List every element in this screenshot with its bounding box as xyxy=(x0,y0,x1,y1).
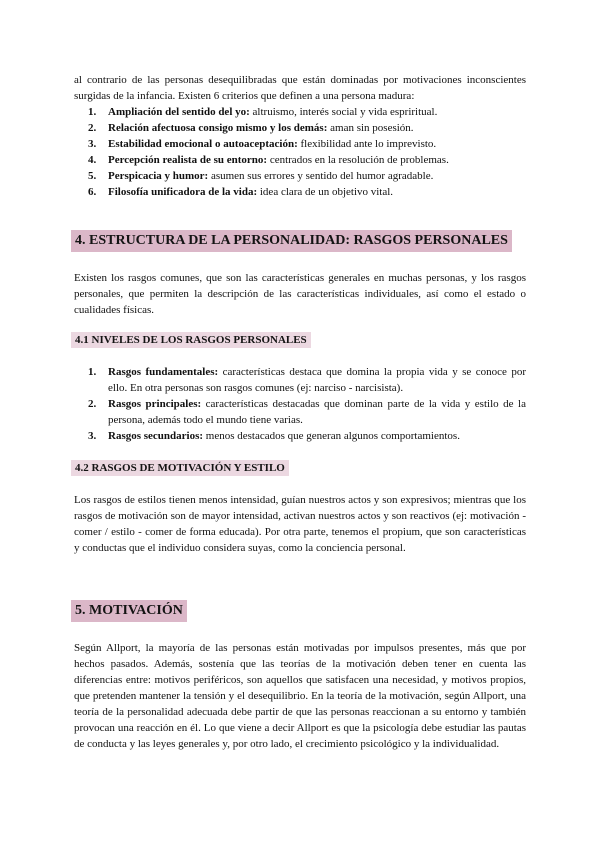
list-number: 4. xyxy=(88,154,97,166)
list-item xyxy=(74,120,526,136)
trait-levels-list xyxy=(74,364,526,444)
list-item xyxy=(74,184,526,200)
list-term: Ampliación del sentido del yo: xyxy=(108,106,250,118)
list-desc: características destaca que domina la propia vida y se conoce por ello. En otra personas son rasgos comunes (ej: narciso - narcisista). xyxy=(108,366,526,394)
section-4-1-heading: 4.1 NIVELES DE LOS RASGOS PERSONALES xyxy=(71,332,311,348)
intro-paragraph: al contrario de las personas desequilibradas que están dominadas por motivaciones inconscientes surgidas de la infancia. Existen 6 criterios que definen a una persona madura: xyxy=(74,74,526,102)
list-desc: centrados en la resolución de problemas. xyxy=(267,154,449,166)
list-term: Filosofía unificadora de la vida: xyxy=(108,186,258,198)
section-4-heading: 4. ESTRUCTURA DE LA PERSONALIDAD: RASGOS PERSONALES xyxy=(71,230,512,252)
list-number: 1. xyxy=(88,366,97,378)
list-term: Rasgos fundamentales: xyxy=(108,366,219,378)
section-4-2-heading: 4.2 RASGOS DE MOTIVACIÓN Y ESTILO xyxy=(71,460,289,476)
list-term: Relación afectuosa consigo mismo y los demás: xyxy=(108,122,328,134)
list-desc: flexibilidad ante lo imprevisto. xyxy=(297,138,437,150)
section-5-heading: 5. MOTIVACIÓN xyxy=(71,600,187,622)
section-4-paragraph: Existen los rasgos comunes, que son las características generales en muchas personas, y los rasgos personales, que permiten la descripción de las características individuales, así como el estado o cualidades físicas. xyxy=(74,272,526,316)
list-item xyxy=(74,364,526,396)
list-desc: características destacadas que dominan parte de la vida y estilo de la persona, además todo el mundo tiene varias. xyxy=(108,398,526,426)
list-desc: asumen sus errores y sentido del humor agradable. xyxy=(208,170,434,182)
list-item xyxy=(74,396,526,428)
list-item xyxy=(74,136,526,152)
list-number: 1. xyxy=(88,106,97,118)
list-term: Percepción realista de su entorno: xyxy=(108,154,268,166)
list-number: 5. xyxy=(88,170,97,182)
section-4-2-paragraph: Los rasgos de estilos tienen menos intensidad, guían nuestros actos y son expresivos; mientras que los rasgos de motivación son de mayor intensidad, activan nuestros actos y son reactivos (ej: motivación - comer / estilo - comer de forma educada). Por otra parte, tenemos el propium, que son características y conductas que el individuo considera suyas, como la conciencia personal. xyxy=(74,494,526,554)
list-desc: idea clara de un objetivo vital. xyxy=(257,186,394,198)
list-number: 2. xyxy=(88,122,97,134)
list-desc: altruismo, interés social y vida espriritual. xyxy=(249,106,438,118)
list-desc: aman sin posesión. xyxy=(327,122,414,134)
list-desc: menos destacados que generan algunos comportamientos. xyxy=(203,430,460,442)
section-5-paragraph: Según Allport, la mayoría de las personas están motivadas por impulsos presentes, más que por hechos pasados. Además, sostenía que las teorías de la motivación deben tener en cuenta las diferencias entre: motivos periféricos, son aquellos que satisfacen una necesidad, y motivos propios, que pretenden mantener la tensión y el desequilibrio. En la teoría de la motivación, según Allport, una teoría de la personalidad adecuada debe partir de que las personas reaccionan a su entorno y también provocan una reacción en él. Lo que viene a decir Allport es que la psicología debe estudiar las pautas de conducta y las leyes generales y, por otro lado, el crecimiento psicológico y la individualidad. xyxy=(74,642,526,750)
list-item xyxy=(74,104,526,120)
list-term: Estabilidad emocional o autoaceptación: xyxy=(108,138,298,150)
list-number: 2. xyxy=(88,398,97,410)
list-number: 3. xyxy=(88,138,97,150)
list-number: 6. xyxy=(88,186,97,198)
list-term: Rasgos principales: xyxy=(108,398,202,410)
list-term: Perspicacia y humor: xyxy=(108,170,209,182)
list-number: 3. xyxy=(88,430,97,442)
maturity-criteria-list xyxy=(74,104,526,200)
list-item xyxy=(74,168,526,184)
list-term: Rasgos secundarios: xyxy=(108,430,204,442)
list-item xyxy=(74,152,526,168)
list-item xyxy=(74,428,526,444)
